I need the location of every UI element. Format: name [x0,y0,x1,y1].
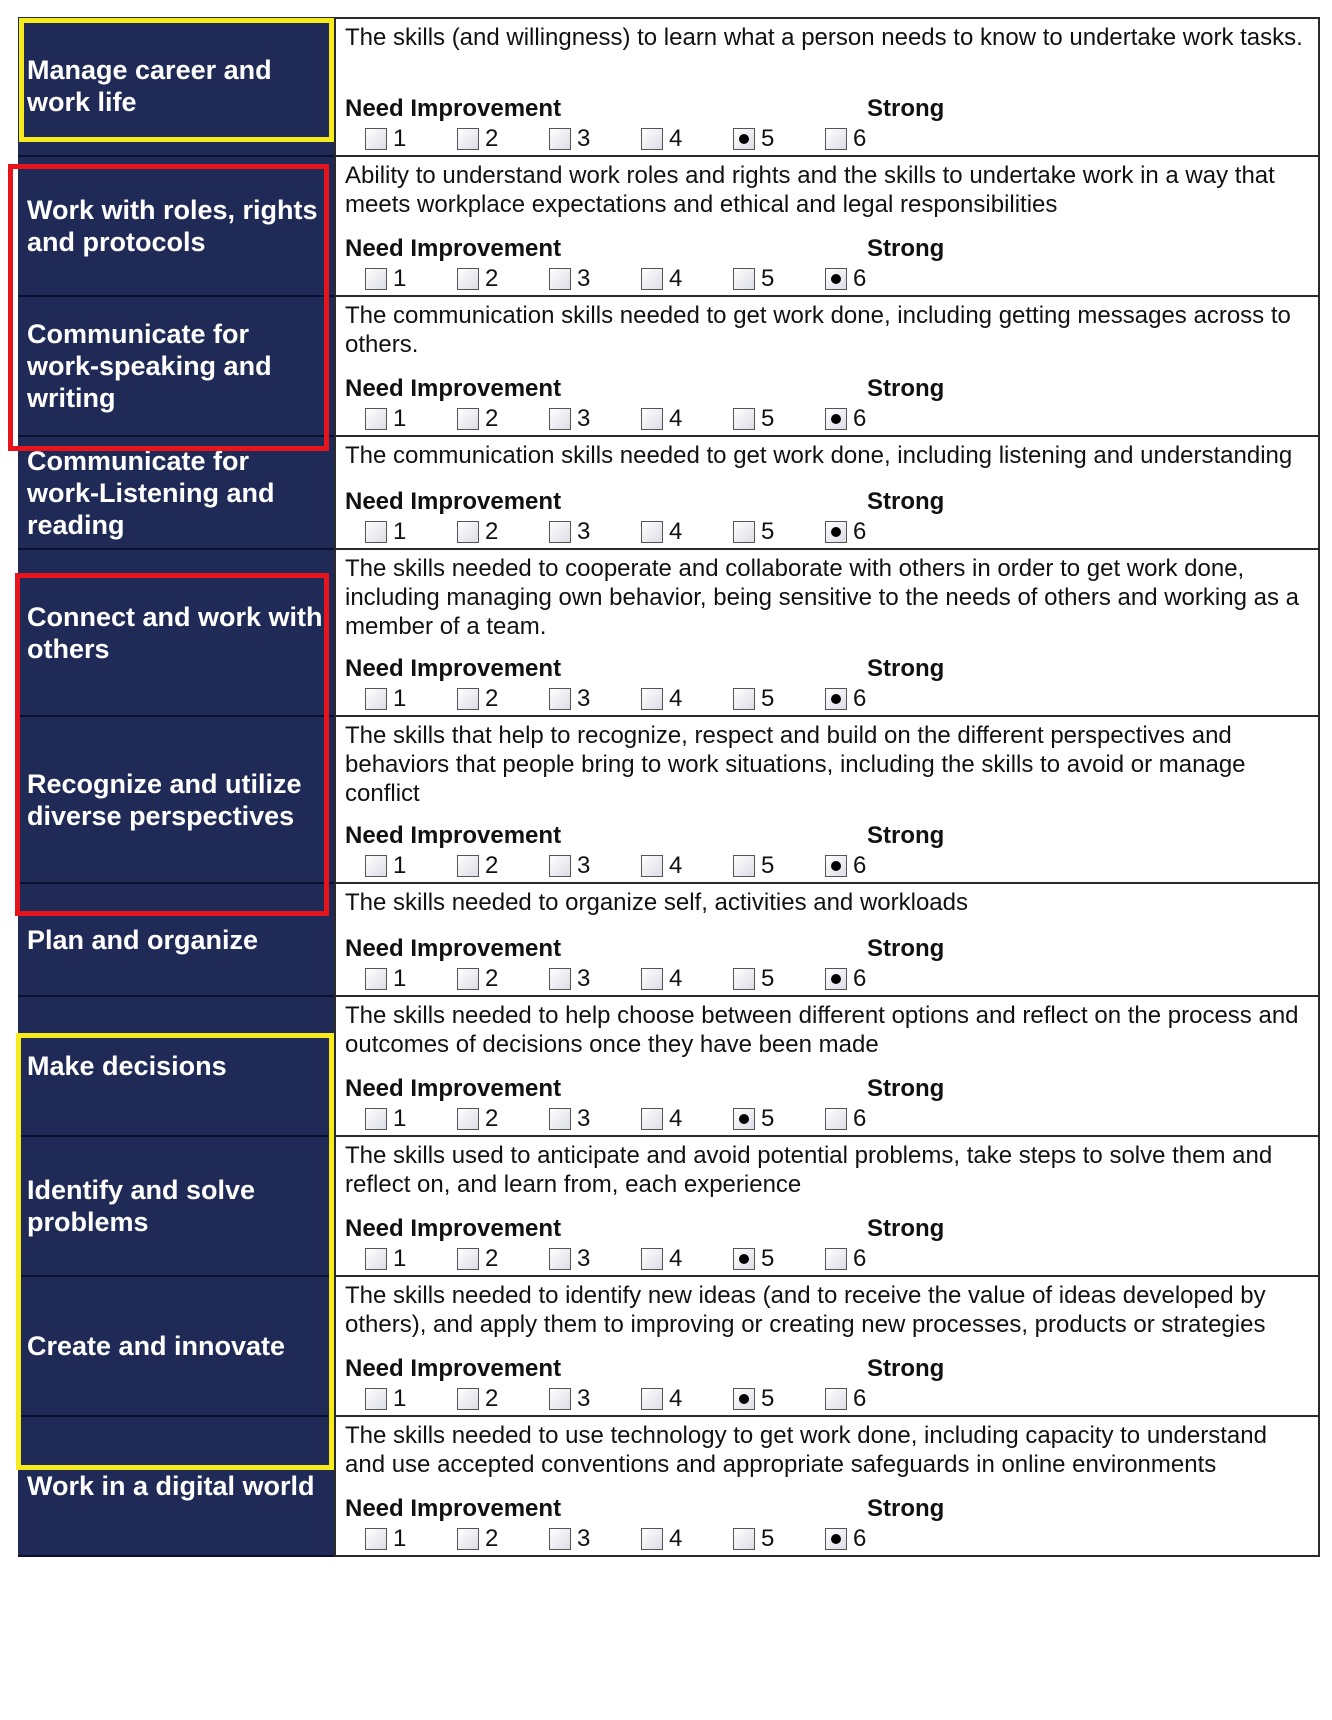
rating-option-6[interactable] [825,1385,866,1413]
rating-option-3[interactable] [549,518,590,546]
rating-option-1[interactable] [365,685,406,713]
rating-number: 2 [485,965,499,992]
rating-checkbox[interactable] [549,855,571,877]
skill-description: The skills needed to cooperate and collaborate with others in order to get work done, including managing own behavior, being sensitive to the needs of others and working as a member of a team. [345,555,1299,640]
rating-option-2[interactable] [457,1525,498,1553]
rating-checkbox[interactable] [457,855,479,877]
rating-option-3[interactable] [549,965,590,993]
skill-name: Make decisions [18,997,334,1137]
skill-rating-cell [334,17,1320,157]
rating-option-5[interactable] [733,1105,774,1133]
skill-row [18,297,1320,437]
skill-row [18,550,1320,717]
rating-options [345,1383,1310,1413]
skill-row [18,157,1320,297]
rating-number: 5 [761,1385,775,1412]
rating-number: 4 [669,125,683,152]
rating-checkbox[interactable] [733,1528,755,1550]
rating-options [345,850,1310,880]
rating-option-6[interactable] [825,265,866,293]
rating-options [345,1243,1310,1273]
rating-option-4[interactable] [641,1245,682,1273]
rating-checkbox[interactable] [641,128,663,150]
rating-number: 3 [577,1245,591,1272]
rating-checkbox[interactable] [641,968,663,990]
rating-checkbox[interactable] [549,268,571,290]
rating-number: 1 [393,1385,407,1412]
rating-option-5[interactable] [733,852,774,880]
rating-checkbox[interactable] [825,1108,847,1130]
rating-checkbox[interactable] [457,128,479,150]
rating-number: 5 [761,405,775,432]
rating-checkbox[interactable] [733,855,755,877]
strong-label: Strong [867,1495,945,1522]
need-improvement-label: Need Improvement [345,655,562,682]
rating-number: 5 [761,125,775,152]
rating-number: 6 [853,685,867,712]
rating-option-3[interactable] [549,405,590,433]
skill-name: Connect and work with others [18,550,334,717]
rating-option-5[interactable] [733,1525,774,1553]
rating-checkbox[interactable] [549,688,571,710]
rating-checkbox[interactable] [733,1108,755,1130]
rating-number: 4 [669,265,683,292]
rating-checkbox[interactable] [549,128,571,150]
rating-number: 1 [393,1245,407,1272]
skills-table [18,17,1320,1557]
rating-checkbox[interactable] [641,1108,663,1130]
rating-option-1[interactable] [365,125,406,153]
rating-option-2[interactable] [457,852,498,880]
rating-number: 4 [669,1105,683,1132]
scale-labels [345,935,1310,963]
need-improvement-label: Need Improvement [345,235,562,262]
rating-number: 1 [393,1525,407,1552]
rating-number: 2 [485,405,499,432]
rating-option-2[interactable] [457,265,498,293]
scale-labels [345,655,1310,683]
rating-checkbox[interactable] [825,1528,847,1550]
strong-label: Strong [867,935,945,962]
need-improvement-label: Need Improvement [345,1215,562,1242]
rating-checkbox[interactable] [365,521,387,543]
skill-row [18,884,1320,997]
skill-rating-cell [334,437,1320,550]
skill-name: Manage career and work life [18,17,334,157]
skill-rating-cell [334,550,1320,717]
skill-description: The communication skills needed to get work done, including listening and understanding [345,442,1293,469]
rating-checkbox[interactable] [825,688,847,710]
skill-description: The skills that help to recognize, respect and build on the different perspectives and behaviors that people bring to work situations, including the skills to avoid or manage conflict [345,722,1246,807]
rating-number: 5 [761,852,775,879]
skill-rating-cell [334,297,1320,437]
rating-option-2[interactable] [457,1245,498,1273]
rating-option-1[interactable] [365,1525,406,1553]
rating-number: 1 [393,518,407,545]
rating-number: 5 [761,1105,775,1132]
rating-checkbox[interactable] [457,968,479,990]
rating-option-2[interactable] [457,405,498,433]
rating-option-2[interactable] [457,125,498,153]
rating-option-5[interactable] [733,265,774,293]
rating-option-5[interactable] [733,965,774,993]
rating-number: 2 [485,518,499,545]
rating-number: 2 [485,1525,499,1552]
rating-number: 5 [761,1245,775,1272]
rating-number: 2 [485,685,499,712]
rating-checkbox[interactable] [641,408,663,430]
scale-labels [345,1215,1310,1243]
rating-options [345,1103,1310,1133]
strong-label: Strong [867,488,945,515]
rating-checkbox[interactable] [365,1528,387,1550]
rating-option-6[interactable] [825,965,866,993]
rating-number: 3 [577,1105,591,1132]
rating-checkbox[interactable] [733,268,755,290]
rating-number: 2 [485,1105,499,1132]
rating-option-3[interactable] [549,125,590,153]
rating-number: 6 [853,1245,867,1272]
rating-option-1[interactable] [365,1105,406,1133]
rating-number: 3 [577,125,591,152]
rating-number: 3 [577,265,591,292]
rating-number: 6 [853,125,867,152]
rating-number: 5 [761,685,775,712]
rating-options [345,403,1310,433]
rating-number: 3 [577,1525,591,1552]
rating-number: 6 [853,852,867,879]
skill-rating-cell [334,1277,1320,1417]
rating-checkbox[interactable] [641,268,663,290]
rating-option-4[interactable] [641,265,682,293]
rating-option-6[interactable] [825,852,866,880]
need-improvement-label: Need Improvement [345,375,562,402]
rating-number: 6 [853,965,867,992]
rating-checkbox[interactable] [733,688,755,710]
scale-labels [345,235,1310,263]
rating-option-2[interactable] [457,1385,498,1413]
rating-number: 1 [393,405,407,432]
scale-labels [345,375,1310,403]
need-improvement-label: Need Improvement [345,1075,562,1102]
rating-option-4[interactable] [641,965,682,993]
rating-number: 1 [393,965,407,992]
rating-number: 1 [393,265,407,292]
rating-checkbox[interactable] [365,128,387,150]
rating-checkbox[interactable] [641,1248,663,1270]
rating-option-4[interactable] [641,1385,682,1413]
rating-checkbox[interactable] [549,1528,571,1550]
rating-number: 2 [485,125,499,152]
rating-number: 4 [669,1385,683,1412]
rating-option-3[interactable] [549,1105,590,1133]
rating-option-6[interactable] [825,685,866,713]
rating-option-2[interactable] [457,518,498,546]
rating-checkbox[interactable] [457,408,479,430]
skill-row [18,997,1320,1137]
rating-number: 1 [393,1105,407,1132]
need-improvement-label: Need Improvement [345,935,562,962]
strong-label: Strong [867,95,945,122]
rating-number: 4 [669,518,683,545]
rating-number: 5 [761,265,775,292]
rating-option-5[interactable] [733,125,774,153]
rating-number: 3 [577,965,591,992]
rating-checkbox[interactable] [549,408,571,430]
rating-option-1[interactable] [365,1245,406,1273]
skill-description: The skills used to anticipate and avoid potential problems, take steps to solve them and reflect on, and learn from, each experience [345,1142,1273,1198]
rating-number: 4 [669,1525,683,1552]
scale-labels [345,488,1310,516]
rating-options [345,516,1310,546]
skill-name: Work in a digital world [18,1417,334,1557]
rating-option-5[interactable] [733,518,774,546]
rating-checkbox[interactable] [825,855,847,877]
rating-checkbox[interactable] [549,1388,571,1410]
rating-checkbox[interactable] [733,968,755,990]
rating-option-5[interactable] [733,1385,774,1413]
rating-number: 1 [393,685,407,712]
rating-checkbox[interactable] [549,521,571,543]
rating-option-5[interactable] [733,405,774,433]
rating-checkbox[interactable] [365,1108,387,1130]
need-improvement-label: Need Improvement [345,488,562,515]
strong-label: Strong [867,1355,945,1382]
rating-number: 3 [577,852,591,879]
need-improvement-label: Need Improvement [345,95,562,122]
skill-name: Communicate for work-speaking and writing [18,297,334,437]
rating-options [345,263,1310,293]
rating-option-3[interactable] [549,1525,590,1553]
skill-rating-cell [334,157,1320,297]
rating-number: 5 [761,1525,775,1552]
skill-row [18,717,1320,884]
rating-checkbox[interactable] [825,1388,847,1410]
rating-option-3[interactable] [549,1245,590,1273]
rating-checkbox[interactable] [365,268,387,290]
skill-description: The skills needed to help choose between different options and reflect on the process and outcomes of decisions once they have been made [345,1002,1299,1058]
scale-labels [345,1355,1310,1383]
rating-checkbox[interactable] [365,688,387,710]
rating-number: 4 [669,405,683,432]
rating-number: 4 [669,852,683,879]
rating-number: 3 [577,1385,591,1412]
rating-options [345,123,1310,153]
rating-checkbox[interactable] [457,1528,479,1550]
rating-option-4[interactable] [641,1525,682,1553]
skill-name: Plan and organize [18,884,334,997]
rating-options [345,963,1310,993]
scale-labels [345,822,1310,850]
strong-label: Strong [867,1215,945,1242]
skill-name: Work with roles, rights and protocols [18,157,334,297]
rating-number: 4 [669,1245,683,1272]
rating-number: 2 [485,265,499,292]
rating-options [345,1523,1310,1553]
rating-option-1[interactable] [365,518,406,546]
rating-checkbox[interactable] [365,1248,387,1270]
strong-label: Strong [867,1075,945,1102]
skill-rating-cell [334,717,1320,884]
rating-checkbox[interactable] [825,1248,847,1270]
skill-name: Identify and solve problems [18,1137,334,1277]
scale-labels [345,1075,1310,1103]
rating-option-6[interactable] [825,405,866,433]
scale-labels [345,95,1310,123]
rating-option-2[interactable] [457,965,498,993]
rating-checkbox[interactable] [825,968,847,990]
rating-checkbox[interactable] [365,408,387,430]
rating-checkbox[interactable] [825,521,847,543]
rating-number: 5 [761,965,775,992]
rating-checkbox[interactable] [549,1248,571,1270]
rating-checkbox[interactable] [457,268,479,290]
rating-option-3[interactable] [549,265,590,293]
rating-checkbox[interactable] [365,968,387,990]
rating-checkbox[interactable] [457,688,479,710]
skill-description: The skills needed to identify new ideas (and to receive the value of ideas developed by others), and apply them to improving or creating new processes, products or strategies [345,1282,1266,1338]
rating-number: 6 [853,1525,867,1552]
skill-description: The skills needed to organize self, activities and workloads [345,889,968,916]
rating-checkbox[interactable] [457,1248,479,1270]
rating-option-3[interactable] [549,1385,590,1413]
rating-option-6[interactable] [825,1525,866,1553]
need-improvement-label: Need Improvement [345,1355,562,1382]
rating-number: 6 [853,405,867,432]
strong-label: Strong [867,822,945,849]
rating-number: 2 [485,1245,499,1272]
rating-checkbox[interactable] [733,1248,755,1270]
rating-checkbox[interactable] [733,408,755,430]
rating-checkbox[interactable] [825,268,847,290]
need-improvement-label: Need Improvement [345,822,562,849]
strong-label: Strong [867,655,945,682]
rating-number: 6 [853,265,867,292]
strong-label: Strong [867,375,945,402]
rating-number: 1 [393,125,407,152]
rating-checkbox[interactable] [457,1388,479,1410]
rating-option-1[interactable] [365,405,406,433]
rating-checkbox[interactable] [457,1108,479,1130]
skill-row [18,17,1320,157]
skill-rating-cell [334,884,1320,997]
rating-checkbox[interactable] [733,128,755,150]
rating-checkbox[interactable] [641,521,663,543]
rating-checkbox[interactable] [549,1108,571,1130]
rating-checkbox[interactable] [825,408,847,430]
skill-row [18,1137,1320,1277]
rating-checkbox[interactable] [733,521,755,543]
skill-description: Ability to understand work roles and rights and the skills to undertake work in a way that meets workplace expectations and ethical and legal responsibilities [345,162,1275,218]
rating-checkbox[interactable] [641,688,663,710]
rating-checkbox[interactable] [733,1388,755,1410]
rating-number: 6 [853,1385,867,1412]
rating-number: 2 [485,1385,499,1412]
scale-labels [345,1495,1310,1523]
rating-number: 2 [485,852,499,879]
rating-option-6[interactable] [825,518,866,546]
rating-option-3[interactable] [549,685,590,713]
rating-option-2[interactable] [457,685,498,713]
skill-name: Create and innovate [18,1277,334,1417]
skill-description: The communication skills needed to get work done, including getting messages across to others. [345,302,1291,358]
rating-option-1[interactable] [365,852,406,880]
skill-name: Communicate for work-Listening and reading [18,437,334,550]
rating-option-6[interactable] [825,125,866,153]
rating-option-1[interactable] [365,965,406,993]
rating-number: 3 [577,405,591,432]
rating-option-6[interactable] [825,1105,866,1133]
skill-description: The skills (and willingness) to learn what a person needs to know to undertake work tasks. [345,24,1303,51]
rating-checkbox[interactable] [365,1388,387,1410]
rating-number: 3 [577,685,591,712]
strong-label: Strong [867,235,945,262]
rating-option-1[interactable] [365,1385,406,1413]
rating-option-4[interactable] [641,852,682,880]
rating-checkbox[interactable] [825,128,847,150]
rating-number: 4 [669,965,683,992]
skill-rating-cell [334,997,1320,1137]
rating-checkbox[interactable] [641,1388,663,1410]
skill-name: Recognize and utilize diverse perspectives [18,717,334,884]
rating-option-3[interactable] [549,852,590,880]
rating-checkbox[interactable] [641,1528,663,1550]
rating-number: 4 [669,685,683,712]
skill-row [18,1417,1320,1557]
rating-number: 1 [393,852,407,879]
skill-row [18,437,1320,550]
rating-option-6[interactable] [825,1245,866,1273]
skill-row [18,1277,1320,1417]
rating-option-2[interactable] [457,1105,498,1133]
rating-checkbox[interactable] [641,855,663,877]
rating-checkbox[interactable] [549,968,571,990]
rating-number: 5 [761,518,775,545]
rating-options [345,683,1310,713]
rating-option-1[interactable] [365,265,406,293]
skill-rating-cell [334,1137,1320,1277]
rating-number: 6 [853,1105,867,1132]
rating-number: 6 [853,518,867,545]
need-improvement-label: Need Improvement [345,1495,562,1522]
rating-option-5[interactable] [733,1245,774,1273]
rating-option-4[interactable] [641,405,682,433]
rating-option-4[interactable] [641,1105,682,1133]
skills-assessment-form [18,17,1320,1707]
rating-number: 3 [577,518,591,545]
skill-rating-cell [334,1417,1320,1557]
rating-option-4[interactable] [641,125,682,153]
skill-description: The skills needed to use technology to get work done, including capacity to understand and use accepted conventions and appropriate safeguards in online environments [345,1422,1267,1478]
rating-checkbox[interactable] [365,855,387,877]
rating-option-4[interactable] [641,518,682,546]
rating-option-4[interactable] [641,685,682,713]
rating-checkbox[interactable] [457,521,479,543]
rating-option-5[interactable] [733,685,774,713]
